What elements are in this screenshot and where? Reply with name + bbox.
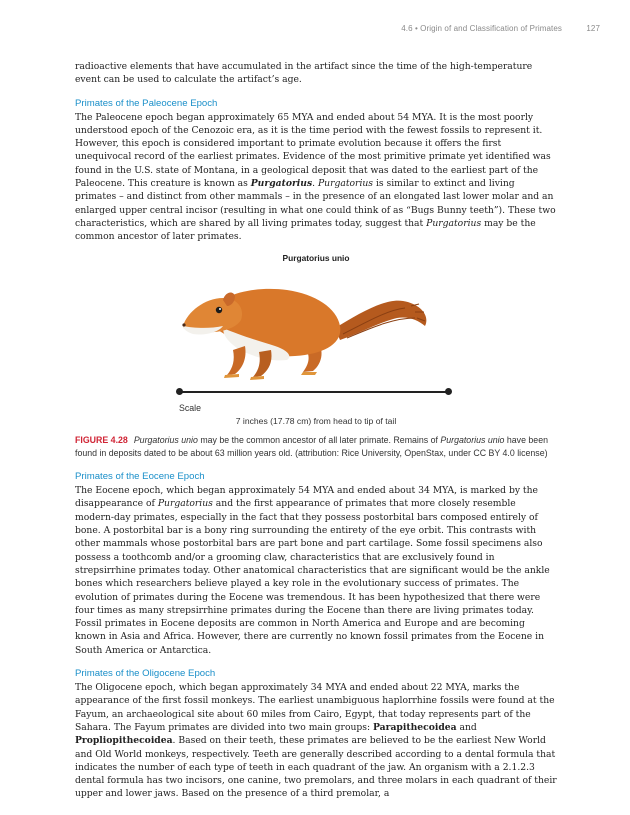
text-run: may be the common ancestor of later primates. (75, 217, 536, 243)
paleocene-paragraph (75, 111, 557, 244)
term-purgatorius: Purgatorius (426, 217, 482, 229)
text-run: and the first appearance of primates that more closely resemble modern-day primates, especially in the fact that they possess postorbital bars composed entirely of bone. A postorbital bar is a bony ring surrounding the entirety of the eye orbit. This contrasts with other mammals whose postorbital bars are part bone and part cartilage. Some fossil specimens also possess a toothcomb and/or a grooming claw, characteristics that are exclusively found in strepsirrhine primates today. Other anatomical characteristics that are significant would be the ankle bones which researchers believe played a key role in the evolutionary success of primates. The evolution of primates during the Eocene was tremendous. It has been hypothesized that there were four times as many strepsirrhine primates during the Eocene than there are living primates today. Fossil primates in Eocene deposits are common in North America and Europe and are becoming known in Asia and Africa. However, there are currently no known fossil primates from the Eocene in South America or Antarctica. (75, 498, 550, 656)
eocene-heading: Primates of the Eocene Epoch (75, 471, 205, 483)
text-run: have been found in deposits dated to be about 63 million years old. (attribution: Rice University, OpenStax, under CC BY 4.0 license) (75, 434, 548, 458)
intro-paragraph: radioactive elements that have accumulated in the artifact since the time of the high-temperature event can be used to calculate the artifact’s age. (75, 61, 533, 86)
scale-end-marker (445, 388, 452, 395)
figure-label: FIGURE 4.28 (75, 434, 128, 445)
text-run: and (456, 721, 477, 733)
oligocene-paragraph (75, 681, 557, 801)
page-content (75, 60, 557, 801)
scale-bar (179, 391, 449, 393)
text-run: The Oligocene epoch, which began approximately 34 MYA and ended about 22 MYA, marks the appearance of the first fossil monkeys. The earliest unambiguous haplorrhine fossils were found at the Fayum, an archaeological site about 60 miles from Cairo, Egypt, that today represents part of the Sahara. The Fayum primates are divided into two main groups: (75, 682, 555, 733)
term-purgatorius-unio: Purgatorius unio (133, 434, 198, 445)
text-run: is similar to extinct and living primates – and distinct from other mammals – in the presence of an elongated last lower molar and an enlarged upper central incisor (resulting in what one could think of as “Bugs Bunny teeth”). These two characteristics, which are shared by all living primates today, suggest that (75, 178, 556, 229)
scale-label: Scale (179, 402, 202, 413)
text-run: may be the common ancestor of all later primate. Remains of (197, 434, 441, 445)
term-purgatorius-unio: Purgatorius unio (440, 434, 505, 445)
term-purgatorius: Purgatorius (250, 178, 313, 190)
text-run: The Paleocene epoch began approximately 65 MYA and ended about 54 MYA. It is the most poorly understood epoch of the Cenozoic era, as it is the time period with the fewest fossils to represent it. However, this epoch is considered important to primate evolution because it offers the first unequivocal record of the earliest primates. Evidence of the most primitive primate yet identified was found in the U.S. state of Montana, in a geological deposit that was dated to the earliest part of the Paleocene. This creature is known as (75, 111, 551, 190)
running-head (401, 24, 600, 33)
eocene-paragraph (75, 484, 557, 657)
section-title: 4.6 • Origin of and Classification of Primates (401, 24, 563, 33)
figure-4-28 (75, 250, 557, 427)
paleocene-heading: Primates of the Paleocene Epoch (75, 97, 218, 109)
text-run: The Eocene epoch, which began approximately 54 MYA and ended about 34 MYA, is marked by the disappearance of (75, 485, 538, 510)
page-number: 127 (586, 24, 600, 33)
figure-title: Purgatorius unio (282, 252, 350, 263)
term-purgatorius: Purgatorius (157, 498, 213, 510)
purgatorius-illustration (175, 268, 435, 383)
term-purgatorius: Purgatorius (317, 178, 374, 190)
oligocene-heading: Primates of the Oligocene Epoch (75, 668, 216, 680)
figure-caption (75, 434, 557, 461)
term-parapithecoidea: Parapithecoidea (373, 721, 457, 733)
scale-caption: 7 inches (17.78 cm) from head to tip of tail (235, 415, 397, 426)
term-propliopithecoidea: Propliopithecoidea (75, 735, 173, 747)
text-run: . Based on their teeth, these primates are believed to be the earliest New World and Old World monkeys, respectively. Teeth are generally described according to a dental formula that indicates the number of each type of teeth in each quadrant of the jaw. An organism with a 2.1.2.3 dental formula has two incisors, one canine, two premolars, and three molars in each quadrant of their upper and lower jaws. Based on the presence of a third premolar, a (75, 735, 557, 800)
text-run: . (312, 178, 318, 190)
